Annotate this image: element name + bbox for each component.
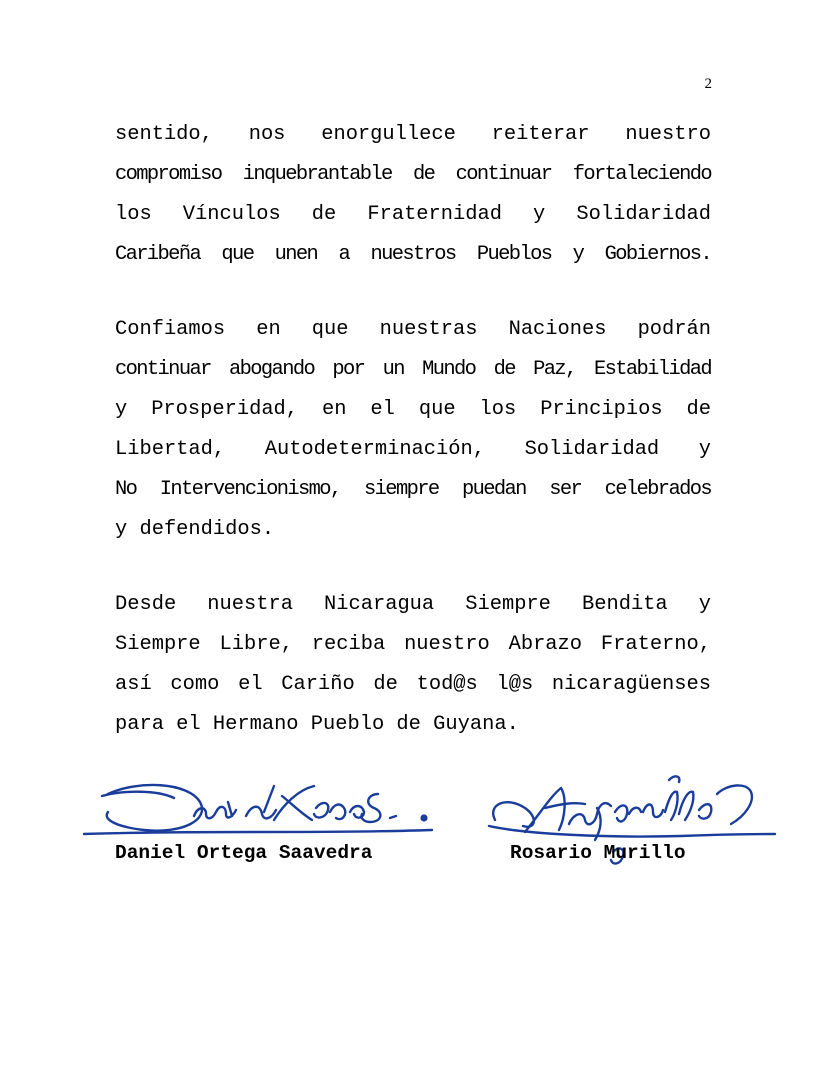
text-line: continuar abogando por un Mundo de Paz, Estabilidad [115, 358, 711, 381]
signature-daniel-ortega [78, 772, 438, 844]
signer-name-right: Rosario Murillo [510, 842, 686, 864]
text-line: Desde nuestra Nicaragua Siempre Bendita y [115, 593, 711, 616]
text-line: No Intervencionismo, siempre puedan ser celebrados [115, 478, 711, 501]
text-line: así como el Cariño de tod@s l@s nicaragüenses [115, 673, 711, 696]
paragraph-1 [115, 115, 711, 275]
text-line: Siempre Libre, reciba nuestro Abrazo Fraterno, [115, 633, 711, 656]
signer-name-left: Daniel Ortega Saavedra [115, 842, 373, 864]
page-number: 2 [704, 76, 712, 92]
text-line: los Vínculos de Fraternidad y Solidaridad [115, 203, 711, 226]
text-line: Libertad, Autodeterminación, Solidaridad y [115, 438, 711, 461]
text-line: y defendidos. [115, 518, 275, 541]
signature-ink [84, 785, 432, 834]
text-line: Caribeña que unen a nuestros Pueblos y Gobiernos. [115, 243, 711, 266]
text-line: sentido, nos enorgullece reiterar nuestro [115, 123, 711, 146]
text-line: para el Hermano Pueblo de Guyana. [115, 713, 519, 736]
text-line: y Prosperidad, en el que los Principios de [115, 398, 711, 421]
paragraph-3 [115, 585, 711, 745]
paragraph-2 [115, 310, 711, 550]
text-line: Confiamos en que nuestras Naciones podrán [115, 318, 711, 341]
text-line: compromiso inquebrantable de continuar fortaleciendo [115, 163, 711, 186]
